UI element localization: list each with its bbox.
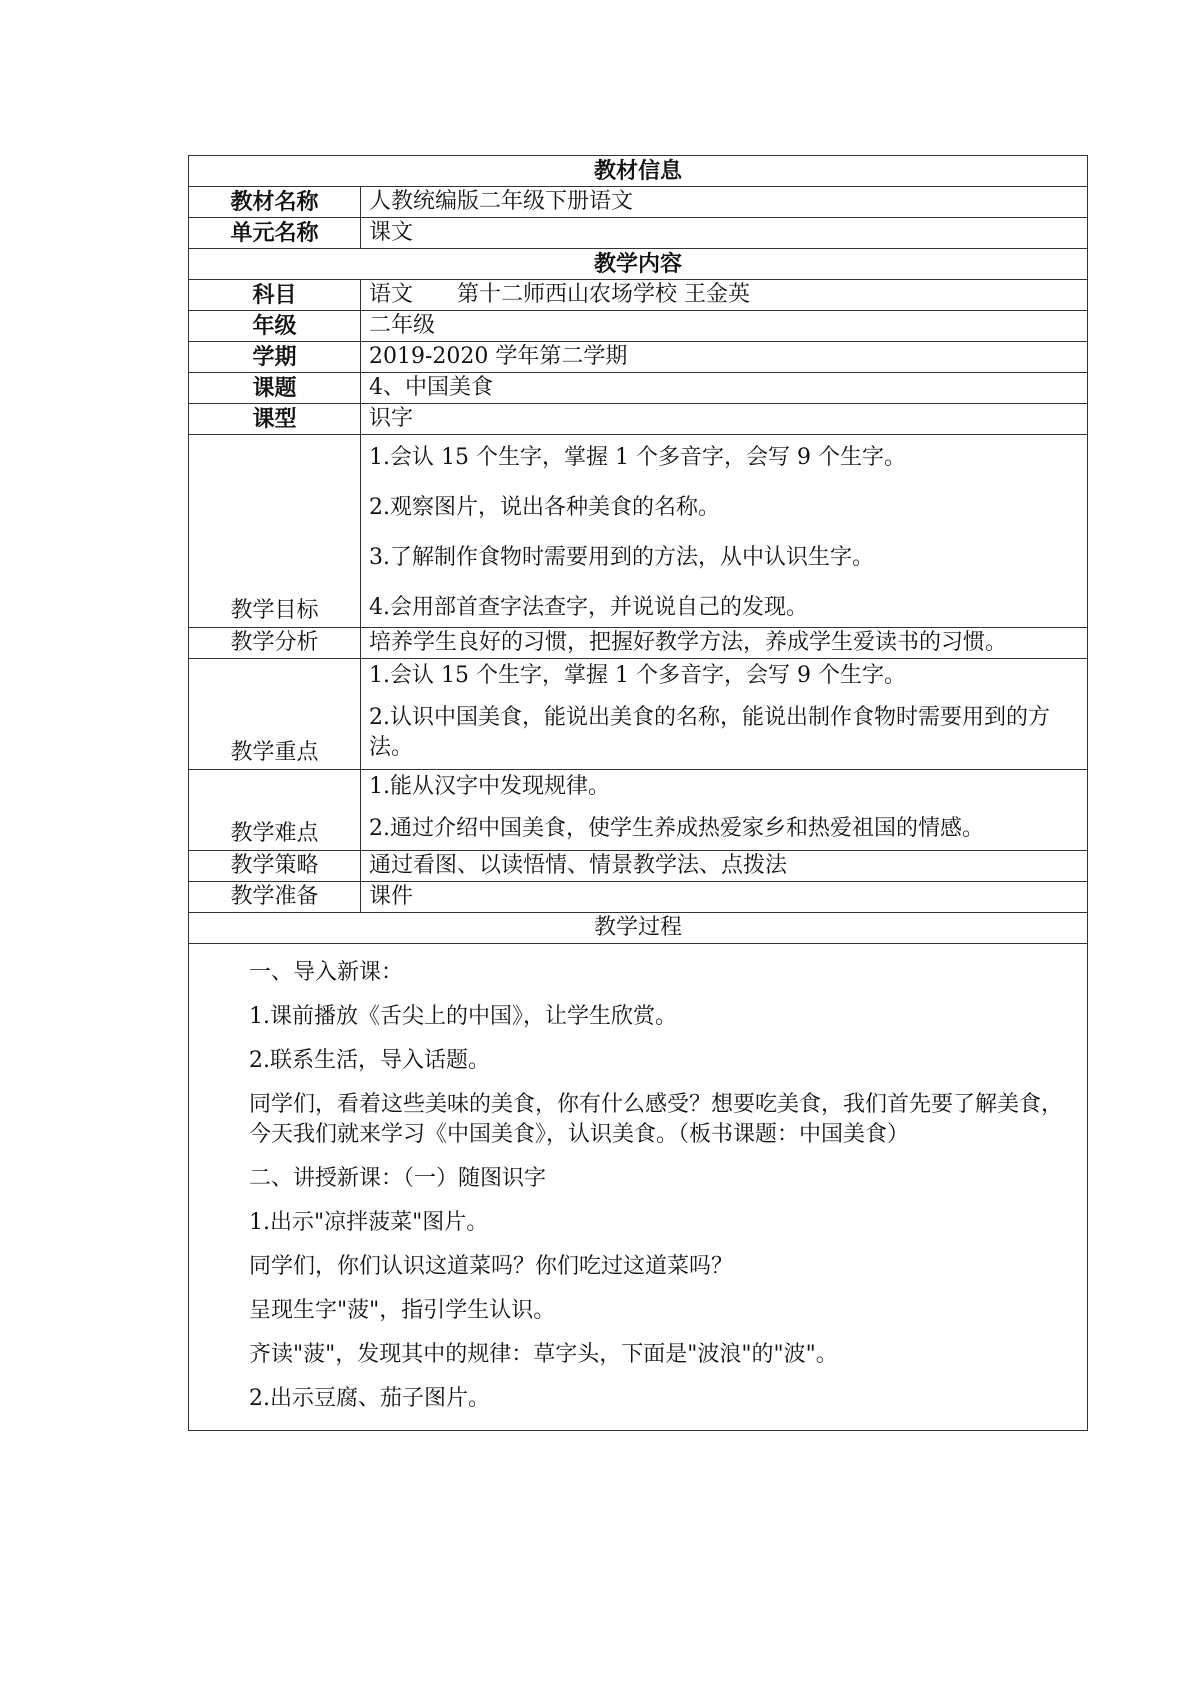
analysis-label: 教学分析 — [189, 628, 361, 659]
section-header-teaching-process: 教学过程 — [189, 913, 1088, 944]
process-paragraph: 二、讲授新课：（一）随图识字 — [249, 1166, 547, 1191]
preparation-row — [189, 882, 1088, 913]
objective-item: 4.会用部首查字法查字，并说说自己的发现。 — [369, 595, 808, 620]
objective-item: 1.会认 15 个生字，掌握 1 个多音字，会写 9 个生字。 — [369, 445, 906, 470]
difficulties-list — [361, 770, 1088, 851]
process-paragraph: 2.出示豆腐、茄子图片。 — [249, 1386, 490, 1411]
topic-value: 4、中国美食 — [361, 373, 1088, 404]
section-header-textbook-info: 教材信息 — [189, 156, 1088, 187]
grade-value: 二年级 — [361, 311, 1088, 342]
process-paragraph: 2.联系生活，导入话题。 — [249, 1048, 490, 1073]
section-header-row — [189, 913, 1088, 944]
process-paragraph: 同学们，你们认识这道菜吗？你们吃过这道菜吗？ — [249, 1254, 734, 1279]
process-content — [189, 944, 1088, 1431]
term-value: 2019-2020 学年第二学期 — [361, 342, 1088, 373]
term-label: 学期 — [189, 342, 361, 373]
process-paragraph: 呈现生字"菠"，指引学生认识。 — [249, 1298, 556, 1323]
unit-label: 单元名称 — [189, 218, 361, 249]
strategy-row — [189, 851, 1088, 882]
difficulty-item: 1.能从汉字中发现规律。 — [369, 774, 610, 799]
process-paragraph: 1.出示"凉拌菠菜"图片。 — [249, 1210, 489, 1235]
key-points-label: 教学重点 — [189, 659, 361, 770]
strategy-value: 通过看图、以读悟情、情景教学法、点拨法 — [361, 851, 1088, 882]
key-points-list — [361, 659, 1088, 770]
process-row — [189, 944, 1088, 1431]
key-points-row — [189, 659, 1088, 770]
key-point-item: 1.会认 15 个生字，掌握 1 个多音字，会写 9 个生字。 — [369, 663, 906, 688]
difficulty-item: 2.通过介绍中国美食，使学生养成热爱家乡和热爱祖国的情感。 — [369, 816, 984, 841]
process-paragraph: 同学们，看着这些美味的美食，你有什么感受？想要吃美食，我们首先要了解美食，今天我们就来学习《中国美食》，认识美食。（板书课题：中国美食） — [249, 1092, 1064, 1147]
process-paragraph: 1.课前播放《舌尖上的中国》，让学生欣赏。 — [249, 1004, 677, 1029]
grade-row — [189, 311, 1088, 342]
term-row — [189, 342, 1088, 373]
strategy-label: 教学策略 — [189, 851, 361, 882]
lesson-plan-table — [188, 155, 1088, 1431]
objectives-label: 教学目标 — [189, 435, 361, 628]
textbook-label: 教材名称 — [189, 187, 361, 218]
analysis-value: 培养学生良好的习惯，把握好教学方法，养成学生爱读书的习惯。 — [361, 628, 1088, 659]
difficulties-row — [189, 770, 1088, 851]
lesson-type-label: 课型 — [189, 404, 361, 435]
objective-item: 2.观察图片，说出各种美食的名称。 — [369, 495, 720, 520]
topic-row — [189, 373, 1088, 404]
section-header-teaching-content: 教学内容 — [189, 249, 1088, 280]
subject-value: 语文 第十二师西山农场学校 王金英 — [361, 280, 1088, 311]
section-header-row — [189, 249, 1088, 280]
key-point-item: 2.认识中国美食，能说出美食的名称，能说出制作食物时需要用到的方法。 — [369, 705, 1050, 760]
subject-label: 科目 — [189, 280, 361, 311]
objective-item: 3.了解制作食物时需要用到的方法，从中认识生字。 — [369, 545, 874, 570]
lesson-type-value: 识字 — [361, 404, 1088, 435]
process-paragraph: 一、导入新课： — [249, 960, 404, 985]
section-header-row — [189, 156, 1088, 187]
grade-label: 年级 — [189, 311, 361, 342]
objectives-row — [189, 435, 1088, 628]
preparation-value: 课件 — [361, 882, 1088, 913]
topic-label: 课题 — [189, 373, 361, 404]
process-paragraph: 齐读"菠"，发现其中的规律：草字头，下面是"波浪"的"波"。 — [249, 1342, 838, 1367]
difficulties-label: 教学难点 — [189, 770, 361, 851]
subject-row — [189, 280, 1088, 311]
textbook-value: 人教统编版二年级下册语文 — [361, 187, 1088, 218]
analysis-row — [189, 628, 1088, 659]
unit-row — [189, 218, 1088, 249]
textbook-row — [189, 187, 1088, 218]
lesson-type-row — [189, 404, 1088, 435]
unit-value: 课文 — [361, 218, 1088, 249]
preparation-label: 教学准备 — [189, 882, 361, 913]
objectives-list — [361, 435, 1088, 628]
